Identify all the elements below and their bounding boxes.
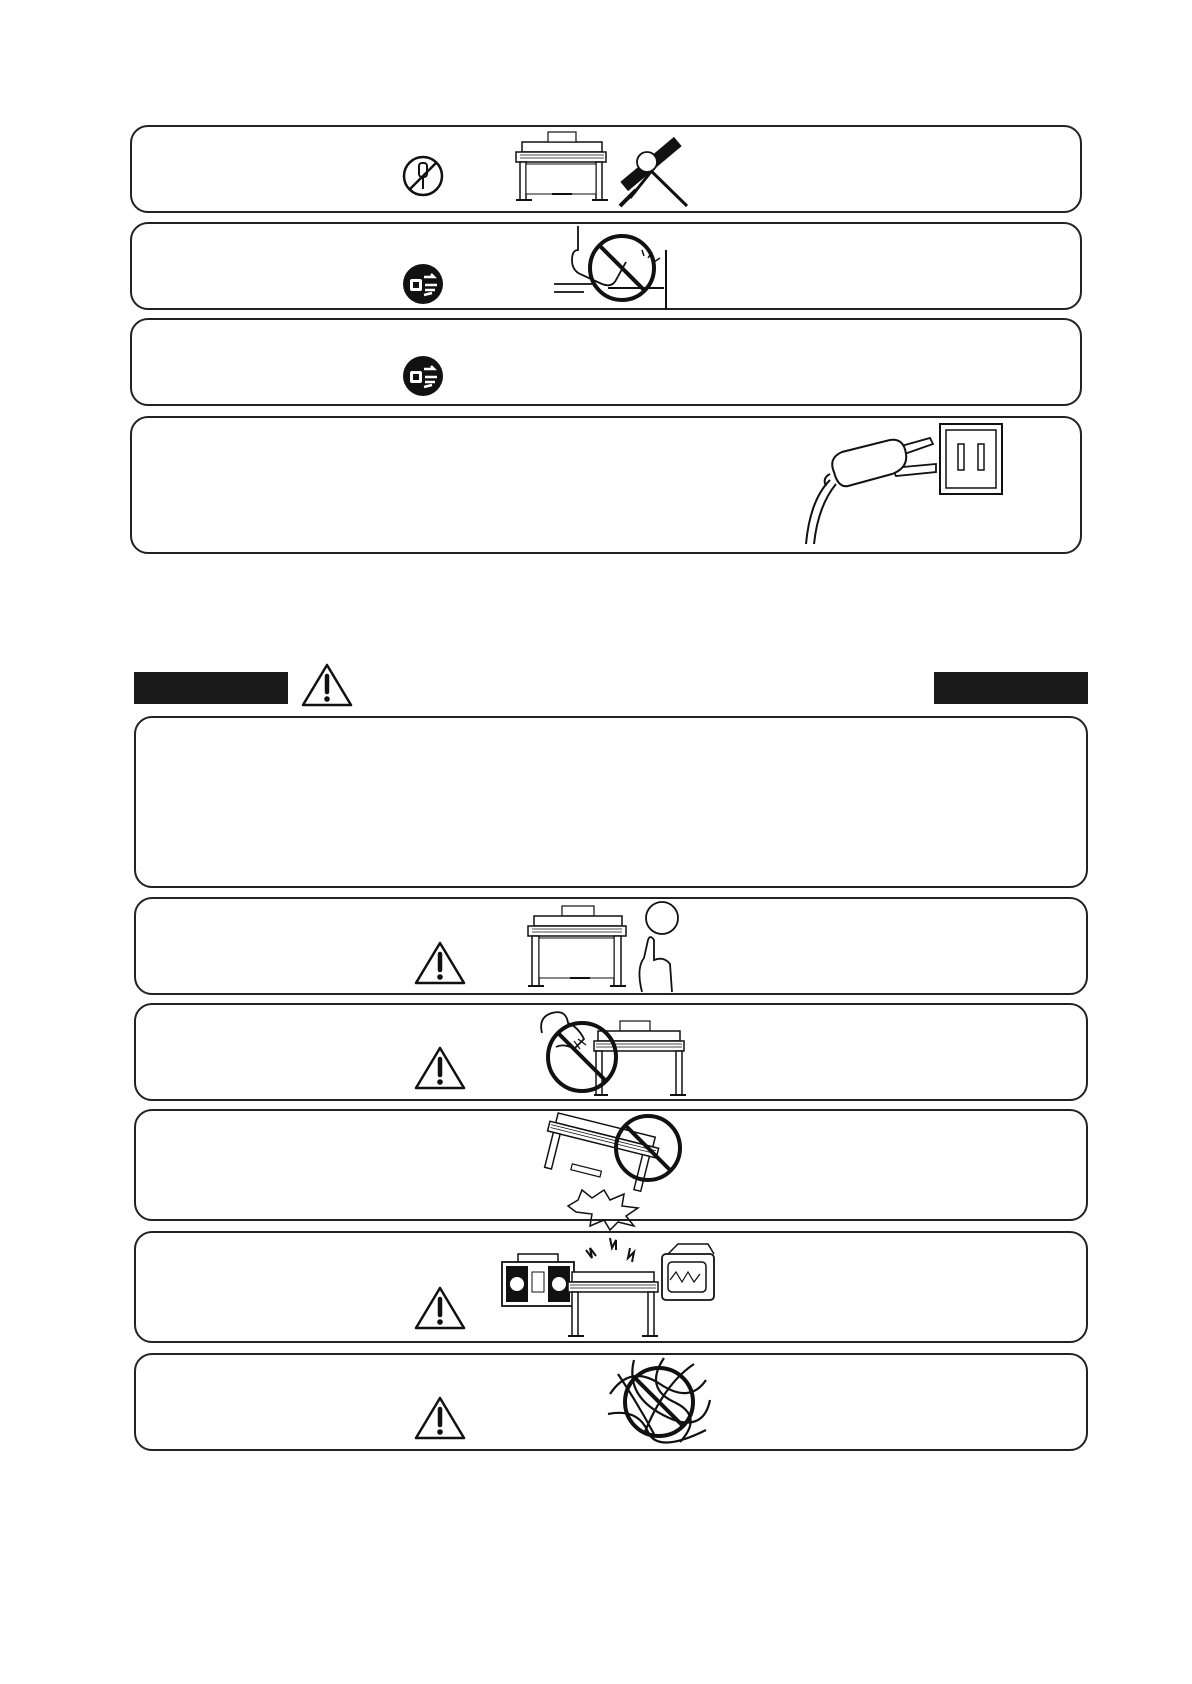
caution-box-intro [134,716,1088,888]
caution-triangle-icon [413,1285,467,1331]
caution-triangle-icon [413,1045,467,1091]
no-tipping-piano-illustration [528,1110,698,1220]
no-vase-on-piano-illustration [538,1003,698,1101]
piano-near-radio-and-tv-illustration [498,1232,718,1342]
unplug-icon [402,355,444,397]
piano-and-tools-illustration [512,128,702,210]
power-plug-outlet-illustration [800,418,1020,548]
piano-with-pointing-hand-illustration [526,898,686,992]
no-tangled-cords-illustration [604,1354,714,1450]
warning-box-unplug-2 [130,318,1082,406]
warning-triangle-icon [300,662,354,708]
caution-header-left-bar [134,672,288,704]
unplug-icon [402,263,444,305]
caution-triangle-icon [413,1395,467,1441]
no-disassemble-icon [402,155,444,197]
no-insert-objects-illustration [548,222,676,310]
caution-header-right-bar [934,672,1088,704]
caution-triangle-icon [413,940,467,986]
